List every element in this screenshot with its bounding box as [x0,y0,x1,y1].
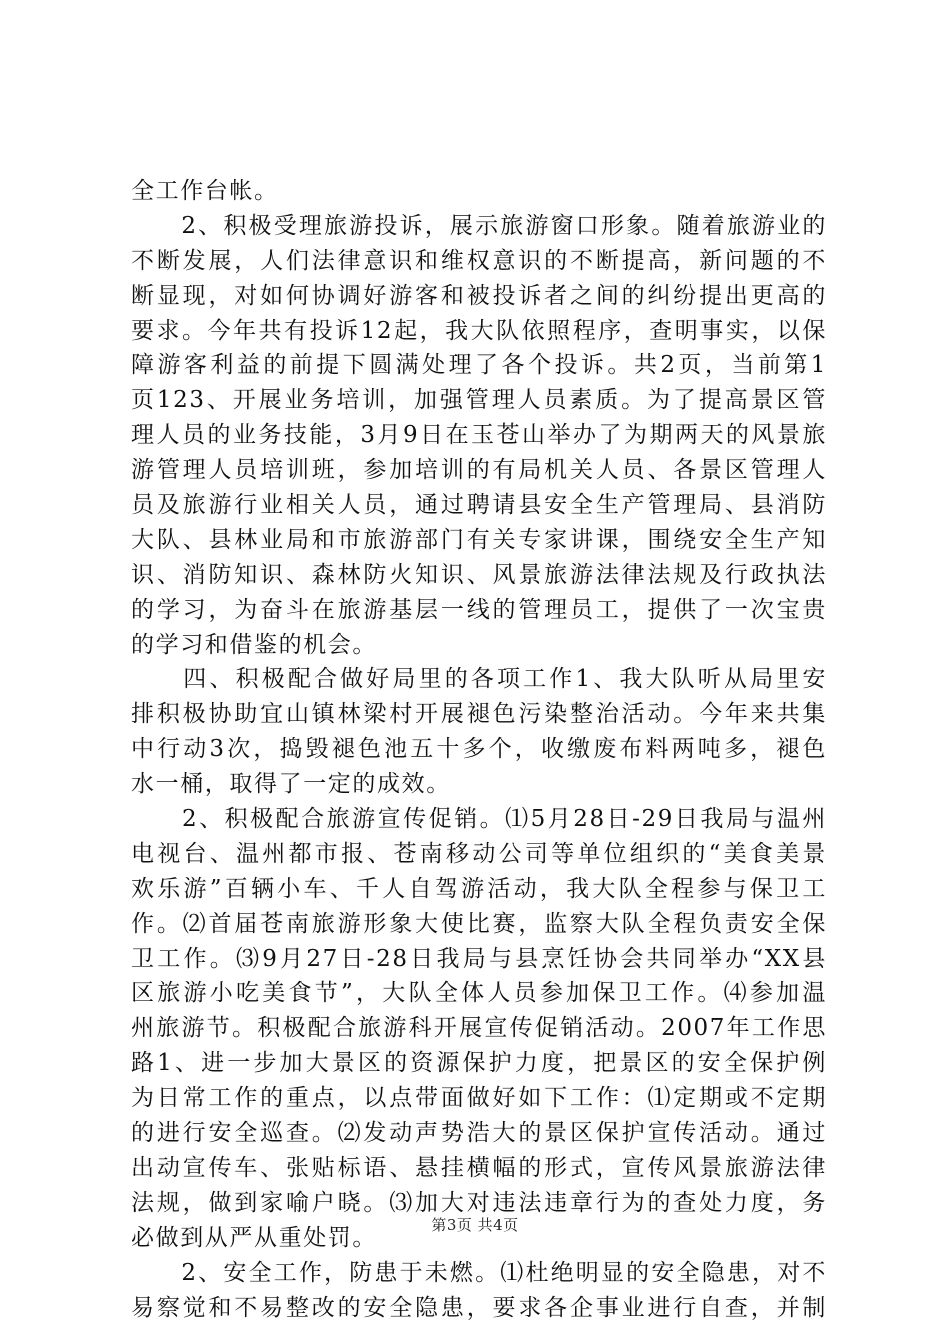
text-line: 中行动3次，捣毁褪色池五十多个，收缴废布料两吨多，褪色 [131,736,827,763]
text-line: 大队、县林业局和市旅游部门有关专家讲课，围绕安全生产知 [131,526,827,553]
page-footer: 第3页 共4页 [431,1216,519,1234]
text-line: 理人员的业务技能，3月9日在玉苍山举办了为期两天的风景旅 [131,422,827,449]
text-line: 页123、开展业务培训，加强管理人员素质。为了提高景区管 [131,387,827,414]
text-line: 2、积极配合旅游宣传促销。⑴5月28日-29日我局与温州 [131,806,827,833]
text-line: 2、积极受理旅游投诉，展示旅游窗口形象。随着旅游业的 [131,212,827,239]
text-line: 水一桶，取得了一定的成效。 [131,771,451,798]
text-line: 州旅游节。积极配合旅游科开展宣传促销活动。2007年工作思 [131,1015,827,1042]
text-line: 区旅游小吃美食节”，大队全体人员参加保卫工作。⑷参加温 [131,980,827,1007]
text-line: 游管理人员培训班，参加培训的有局机关人员、各景区管理人 [131,457,827,484]
text-line: 路1、进一步加大景区的资源保护力度，把景区的安全保护例 [131,1050,827,1077]
text-line: 2、安全工作，防患于未燃。⑴杜绝明显的安全隐患，对不 [131,1259,827,1286]
text-line: 必做到从严从重处罚。 [131,1224,377,1251]
text-line: 出动宣传车、张贴标语、悬挂横幅的形式，宣传风景旅游法律 [131,1154,827,1181]
text-line: 全工作台帐。 [131,178,279,204]
text-line: 的学习，为奋斗在旅游基层一线的管理员工，提供了一次宝贵 [131,596,827,623]
text-line: 欢乐游”百辆小车、千人自驾游活动，我大队全程参与保卫工 [131,875,827,902]
text-line: 电视台、温州都市报、苍南移动公司等单位组织的“美食美景 [131,840,827,867]
text-line: 四、积极配合做好局里的各项工作1、我大队听从局里安 [131,666,827,693]
text-line: 要求。今年共有投诉12起，我大队依照程序，查明事实，以保 [131,317,827,344]
text-line: 作。⑵首届苍南旅游形象大使比赛，监察大队全程负责安全保 [131,910,827,937]
text-line: 员及旅游行业相关人员，通过聘请县安全生产管理局、县消防 [131,492,827,519]
text-line: 识、消防知识、森林防火知识、风景旅游法律法规及行政执法 [131,561,827,588]
document-body [131,174,827,1325]
text-line: 排积极协助宜山镇林梁村开展褪色污染整治活动。今年来共集 [131,701,827,728]
text-line: 的学习和借鉴的机会。 [131,631,377,658]
text-line: 障游客利益的前提下圆满处理了各个投诉。共2页，当前第1 [131,352,827,379]
text-line: 断显现，对如何协调好游客和被投诉者之间的纠纷提出更高的 [131,282,827,309]
text-line: 不断发展，人们法律意识和维权意识的不断提高，新问题的不 [131,247,827,274]
text-line: 易察觉和不易整改的安全隐患，要求各企事业进行自查，并制 [131,1294,827,1321]
text-line: 法规，做到家喻户晓。⑶加大对违法违章行为的查处力度，务 [131,1189,827,1216]
text-line: 卫工作。⑶9月27日-28日我局与县烹饪协会共同举办“XX县 [131,945,827,972]
text-line: 的进行安全巡查。⑵发动声势浩大的景区保护宣传活动。通过 [131,1120,827,1147]
text-line: 为日常工作的重点，以点带面做好如下工作：⑴定期或不定期 [131,1085,827,1112]
